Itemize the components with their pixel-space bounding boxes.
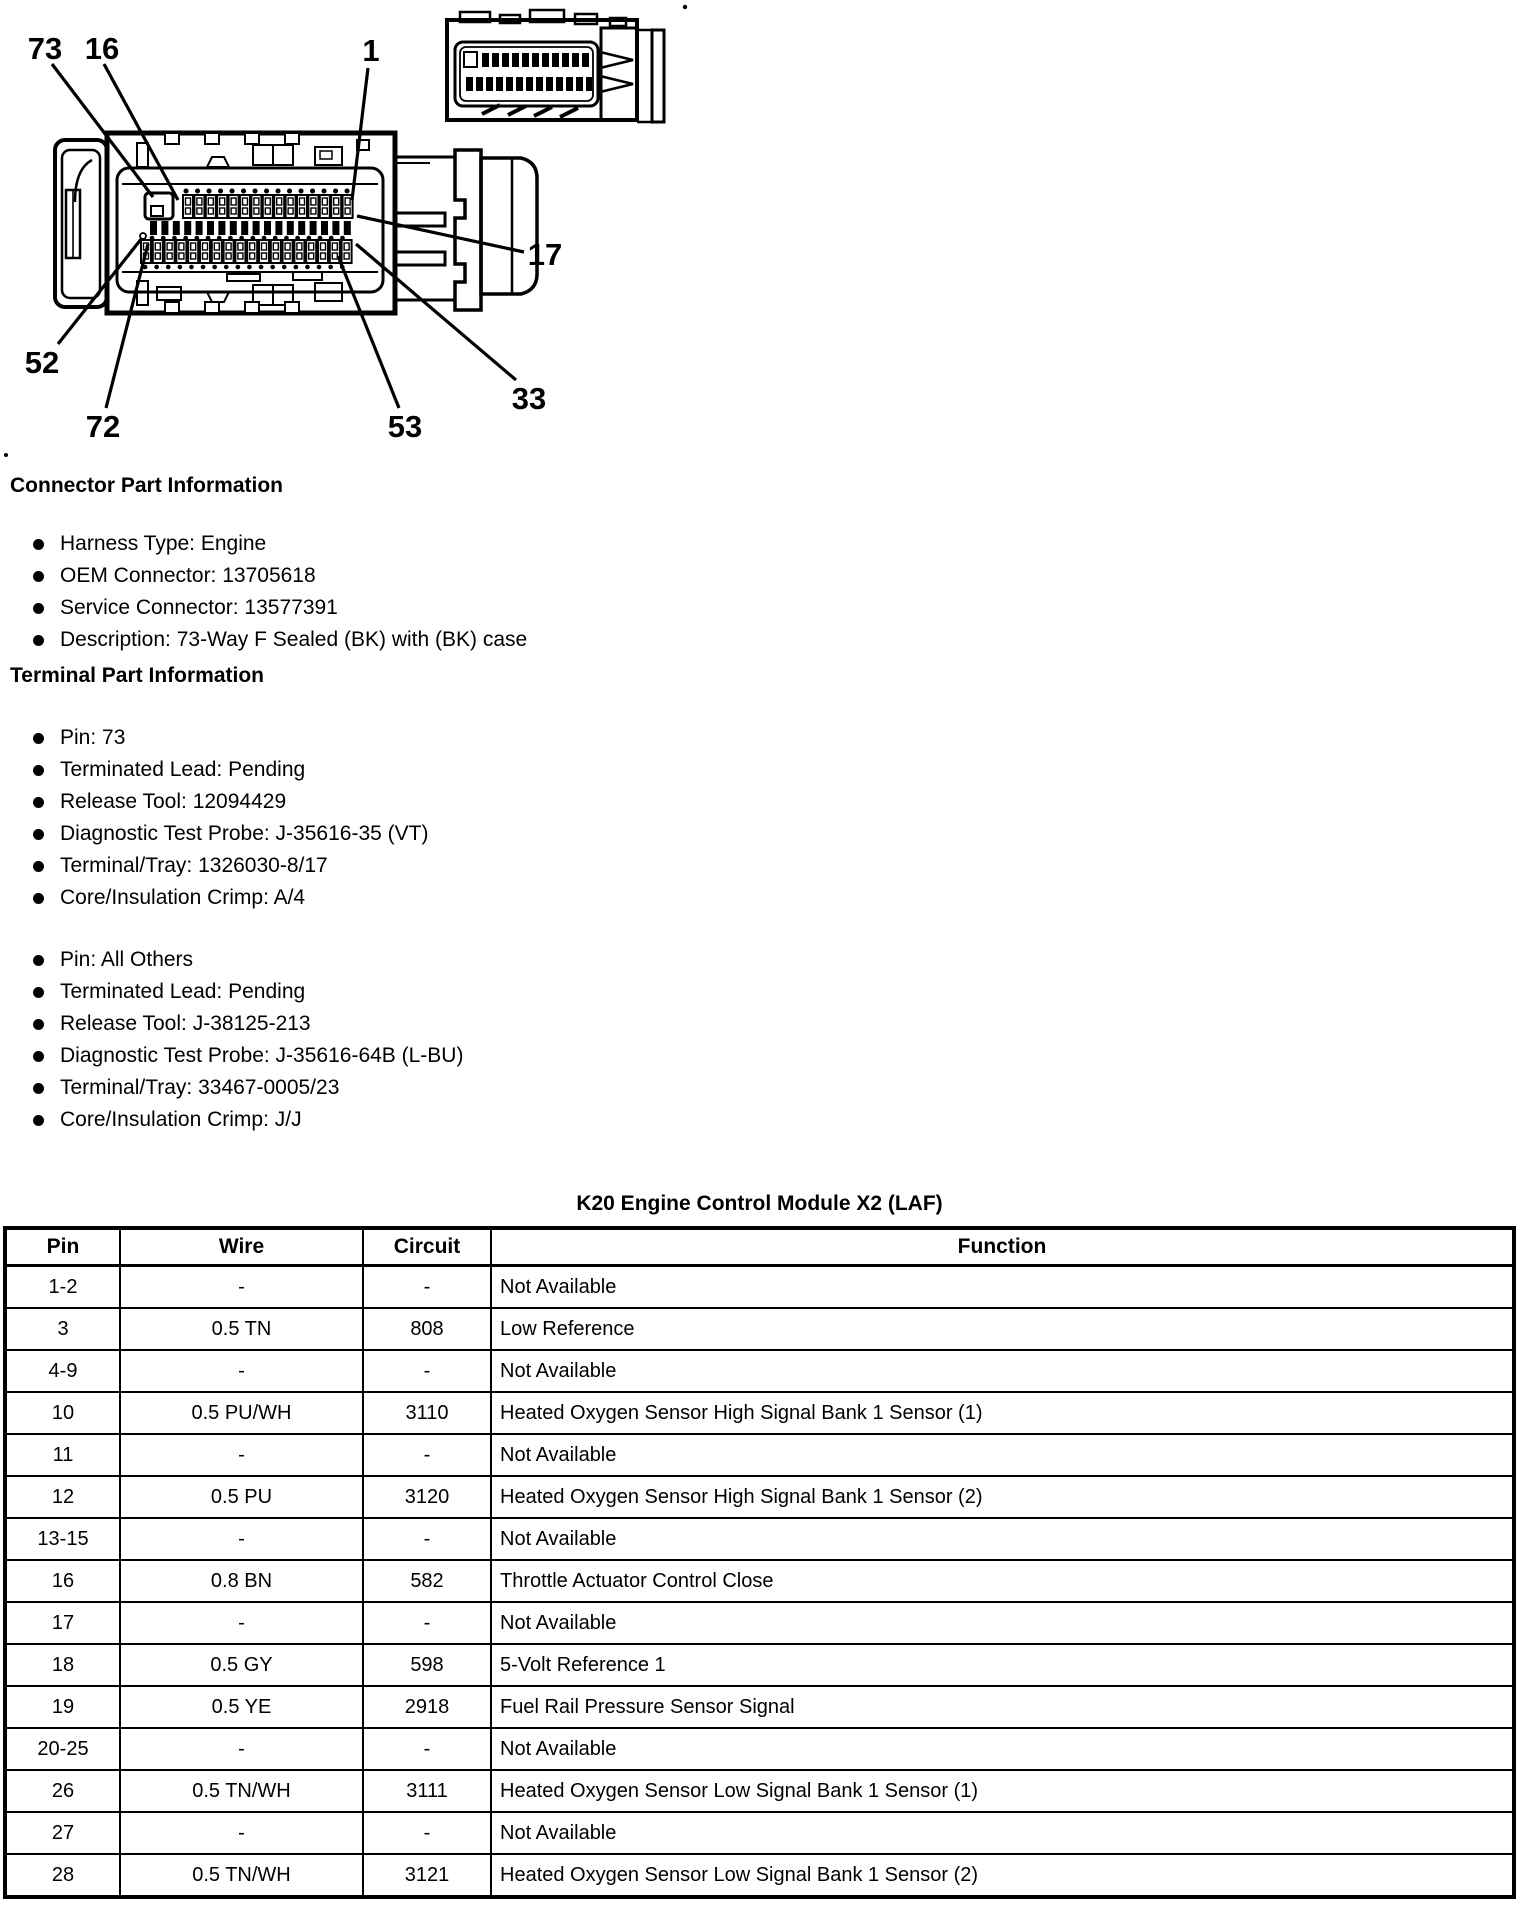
cell-circuit: 3111 — [363, 1770, 491, 1812]
list-item: Harness Type: Engine — [0, 528, 527, 560]
cell-circuit: - — [363, 1266, 491, 1309]
cell-function: Not Available — [491, 1266, 1514, 1309]
table-row — [5, 1392, 1514, 1434]
cell-wire: - — [120, 1266, 363, 1309]
cell-function: Heated Oxygen Sensor High Signal Bank 1 Sensor (1) — [491, 1392, 1514, 1434]
cell-wire: - — [120, 1602, 363, 1644]
cell-pin: 16 — [5, 1560, 120, 1602]
list-item: Core/Insulation Crimp: J/J — [0, 1104, 463, 1136]
bullet-icon — [33, 861, 44, 872]
cell-pin: 28 — [5, 1854, 120, 1897]
leader-lines — [52, 64, 524, 408]
callout-1: 1 — [362, 33, 380, 68]
cell-pin: 13-15 — [5, 1518, 120, 1560]
connector-side-drawing — [447, 10, 664, 122]
list-item: Diagnostic Test Probe: J-35616-64B (L-BU) — [0, 1040, 463, 1072]
table-row — [5, 1518, 1514, 1560]
cell-function: 5-Volt Reference 1 — [491, 1644, 1514, 1686]
table-row — [5, 1812, 1514, 1854]
cell-pin: 4-9 — [5, 1350, 120, 1392]
table-row — [5, 1476, 1514, 1518]
table-row — [5, 1728, 1514, 1770]
cell-wire: 0.5 TN — [120, 1308, 363, 1350]
list-item: Terminal/Tray: 1326030-8/17 — [0, 850, 428, 882]
col-header-wire: Wire — [120, 1228, 363, 1266]
cell-wire: - — [120, 1812, 363, 1854]
cell-pin: 26 — [5, 1770, 120, 1812]
bullet-icon — [33, 829, 44, 840]
list-item: Core/Insulation Crimp: A/4 — [0, 882, 428, 914]
list-item: Release Tool: J-38125-213 — [0, 1008, 463, 1040]
cell-circuit: 3121 — [363, 1854, 491, 1897]
cell-wire: - — [120, 1350, 363, 1392]
table-row — [5, 1266, 1514, 1309]
terminal-info-list-pin-73 — [0, 722, 428, 914]
cell-wire: 0.5 GY — [120, 1644, 363, 1686]
cell-wire: 0.5 YE — [120, 1686, 363, 1728]
cell-function: Not Available — [491, 1602, 1514, 1644]
cell-function: Not Available — [491, 1518, 1514, 1560]
bullet-icon — [33, 571, 44, 582]
col-header-pin: Pin — [5, 1228, 120, 1266]
cell-pin: 12 — [5, 1476, 120, 1518]
bullet-icon — [33, 797, 44, 808]
bullet-icon — [33, 539, 44, 550]
cell-circuit: - — [363, 1602, 491, 1644]
table-row — [5, 1770, 1514, 1812]
list-item: OEM Connector: 13705618 — [0, 560, 527, 592]
bullet-icon — [33, 1051, 44, 1062]
cell-function: Fuel Rail Pressure Sensor Signal — [491, 1686, 1514, 1728]
cell-function: Heated Oxygen Sensor Low Signal Bank 1 Sensor (1) — [491, 1770, 1514, 1812]
cell-circuit: - — [363, 1728, 491, 1770]
callout-73: 73 — [27, 31, 63, 66]
cell-function: Not Available — [491, 1434, 1514, 1476]
cell-function: Not Available — [491, 1728, 1514, 1770]
cell-pin: 19 — [5, 1686, 120, 1728]
list-item: Pin: All Others — [0, 944, 463, 976]
cell-pin: 17 — [5, 1602, 120, 1644]
table-header-row — [5, 1228, 1514, 1266]
cell-wire: - — [120, 1434, 363, 1476]
cell-pin: 20-25 — [5, 1728, 120, 1770]
callout-17: 17 — [527, 237, 563, 272]
cell-circuit: - — [363, 1812, 491, 1854]
cell-wire: 0.5 PU — [120, 1476, 363, 1518]
cell-circuit: - — [363, 1350, 491, 1392]
cell-function: Heated Oxygen Sensor Low Signal Bank 1 Sensor (2) — [491, 1854, 1514, 1897]
table-row — [5, 1308, 1514, 1350]
connector-info-list — [0, 528, 527, 656]
list-item: Terminal/Tray: 33467-0005/23 — [0, 1072, 463, 1104]
connector-face-drawing — [55, 133, 537, 313]
cell-circuit: 582 — [363, 1560, 491, 1602]
bullet-icon — [33, 733, 44, 744]
table-row — [5, 1854, 1514, 1897]
callout-16: 16 — [84, 31, 120, 66]
stray-dot — [683, 5, 687, 9]
table-title: K20 Engine Control Module X2 (LAF) — [576, 1192, 943, 1215]
connector-diagram — [0, 0, 760, 460]
bullet-icon — [33, 1115, 44, 1126]
cell-wire: - — [120, 1728, 363, 1770]
bullet-icon — [33, 955, 44, 966]
callout-53: 53 — [387, 409, 423, 444]
cell-function: Heated Oxygen Sensor High Signal Bank 1 Sensor (2) — [491, 1476, 1514, 1518]
cell-circuit: 598 — [363, 1644, 491, 1686]
cell-pin: 1-2 — [5, 1266, 120, 1309]
bullet-icon — [33, 987, 44, 998]
list-item: Service Connector: 13577391 — [0, 592, 527, 624]
cell-circuit: 808 — [363, 1308, 491, 1350]
bullet-icon — [33, 1019, 44, 1030]
terminal-part-information-heading: Terminal Part Information — [10, 664, 264, 687]
table-row — [5, 1560, 1514, 1602]
table-row — [5, 1350, 1514, 1392]
table-row — [5, 1644, 1514, 1686]
cell-function: Low Reference — [491, 1308, 1514, 1350]
cell-wire: 0.5 PU/WH — [120, 1392, 363, 1434]
cell-circuit: - — [363, 1518, 491, 1560]
col-header-circuit: Circuit — [363, 1228, 491, 1266]
callout-72: 72 — [85, 409, 121, 444]
cell-wire: 0.5 TN/WH — [120, 1854, 363, 1897]
table-row — [5, 1686, 1514, 1728]
list-item: Pin: 73 — [0, 722, 428, 754]
pin-function-table — [3, 1226, 1516, 1899]
list-item: Terminated Lead: Pending — [0, 754, 428, 786]
cell-circuit: 2918 — [363, 1686, 491, 1728]
list-item: Release Tool: 12094429 — [0, 786, 428, 818]
cell-function: Not Available — [491, 1812, 1514, 1854]
cell-pin: 11 — [5, 1434, 120, 1476]
bullet-icon — [33, 765, 44, 776]
terminal-info-list-all-others — [0, 944, 463, 1136]
cell-wire: 0.8 BN — [120, 1560, 363, 1602]
list-item: Diagnostic Test Probe: J-35616-35 (VT) — [0, 818, 428, 850]
cell-wire: - — [120, 1518, 363, 1560]
callout-52: 52 — [24, 345, 60, 380]
col-header-function: Function — [491, 1228, 1514, 1266]
table-row — [5, 1602, 1514, 1644]
list-item: Terminated Lead: Pending — [0, 976, 463, 1008]
cell-pin: 27 — [5, 1812, 120, 1854]
table-row — [5, 1434, 1514, 1476]
cell-pin: 3 — [5, 1308, 120, 1350]
bullet-icon — [33, 603, 44, 614]
cell-function: Not Available — [491, 1350, 1514, 1392]
list-item: Description: 73-Way F Sealed (BK) with (BK) case — [0, 624, 527, 656]
cell-pin: 18 — [5, 1644, 120, 1686]
cell-function: Throttle Actuator Control Close — [491, 1560, 1514, 1602]
bullet-icon — [33, 893, 44, 904]
cell-wire: 0.5 TN/WH — [120, 1770, 363, 1812]
bullet-icon — [33, 1083, 44, 1094]
cell-pin: 10 — [5, 1392, 120, 1434]
cell-circuit: - — [363, 1434, 491, 1476]
connector-part-information-heading: Connector Part Information — [10, 474, 284, 497]
cell-circuit: 3120 — [363, 1476, 491, 1518]
bullet-icon — [33, 635, 44, 646]
callout-33: 33 — [511, 381, 547, 416]
stray-dot — [4, 453, 8, 457]
cell-circuit: 3110 — [363, 1392, 491, 1434]
